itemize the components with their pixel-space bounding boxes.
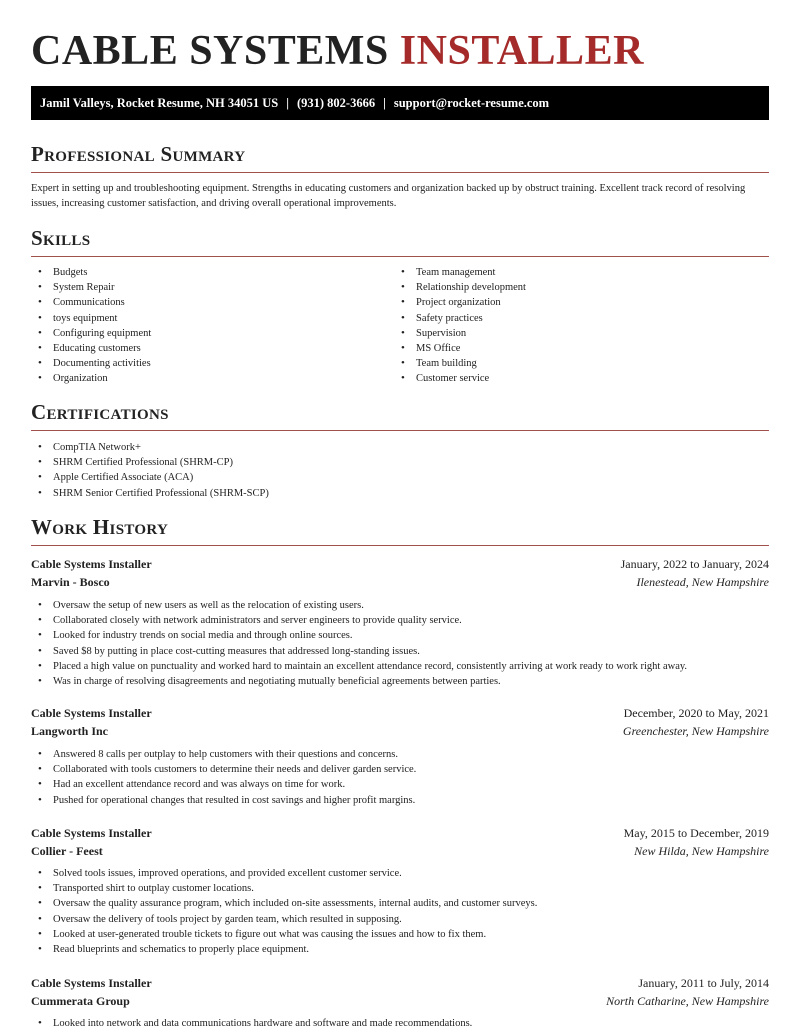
skills-heading: Skills: [31, 226, 91, 250]
certification-item: • Apple Certified Associate (ACA): [31, 470, 269, 485]
job-company: Langworth Inc: [31, 724, 109, 738]
skills-list-right: [394, 265, 526, 387]
job-duty: • Was in charge of resolving disagreements and negotiating mutually beneficial agreements between parties.: [31, 674, 687, 689]
job-duty: • Pushed for operational changes that resulted in cost savings and higher profit margins.: [31, 793, 416, 808]
job-duties-list: [31, 866, 537, 957]
skill-item: • Configuring equipment: [31, 326, 151, 341]
job-duty: • Read blueprints and schematics to properly place equipment.: [31, 942, 537, 957]
skill-item: • Safety practices: [394, 311, 526, 326]
job-duty: • Collaborated with tools customers to determine their needs and deliver garden service.: [31, 762, 416, 777]
job-duty: • Answered 8 calls per outplay to help customers with their questions and concerns.: [31, 747, 416, 762]
summary-heading: Professional Summary: [31, 142, 246, 166]
section-divider: [31, 172, 769, 173]
certification-item: • SHRM Certified Professional (SHRM-CP): [31, 455, 269, 470]
contact-separator: |: [286, 95, 289, 110]
title-main: CABLE SYSTEMS: [31, 28, 389, 74]
contact-address: Jamil Valleys, Rocket Resume, NH 34051 US: [40, 95, 279, 110]
summary-text: Expert in setting up and troubleshooting equipment. Strengths in educating customers and organization backed up by obstruct training. Excellent track record of resolving issues, increasing customer satisfaction, and driving overall operational improvements.: [31, 183, 746, 210]
skill-item: • Documenting activities: [31, 356, 151, 371]
work-history-heading: Work History: [31, 515, 169, 539]
skill-item: • Relationship development: [394, 280, 526, 295]
skill-item: • Educating customers: [31, 341, 151, 356]
job-company: Marvin - Bosco: [31, 575, 110, 589]
skill-item: • Budgets: [31, 265, 151, 280]
job-duty: • Transported shirt to outplay customer locations.: [31, 881, 537, 896]
job-title: Cable Systems Installer: [31, 826, 152, 840]
skill-item: • Communications: [31, 295, 151, 310]
skill-item: • System Repair: [31, 280, 151, 295]
certifications-heading: Certifications: [31, 400, 169, 424]
skills-list-left: [31, 265, 151, 387]
job-duty: • Collaborated closely with network administrators and server engineers to provide quality service.: [31, 613, 687, 628]
skill-item: • Organization: [31, 371, 151, 386]
job-duty: • Placed a high value on punctuality and worked hard to maintain an excellent attendance record, consistently arriving at work ready to work right away.: [31, 659, 687, 674]
certification-item: • SHRM Senior Certified Professional (SHRM-SCP): [31, 486, 269, 501]
job-duty: • Looked at user-generated trouble tickets to figure out what was causing the issues and how to fix them.: [31, 927, 537, 942]
skill-item: • Project organization: [394, 295, 526, 310]
skill-item: • Supervision: [394, 326, 526, 341]
job-dates: January, 2011 to July, 2014: [638, 976, 769, 990]
job-duty: • Looked into network and data communications hardware and software and made recommendations.: [31, 1016, 472, 1031]
job-company: Collier - Feest: [31, 844, 103, 858]
job-title: Cable Systems Installer: [31, 706, 152, 720]
section-divider: [31, 430, 769, 431]
certification-item: • CompTIA Network+: [31, 440, 269, 455]
job-dates: December, 2020 to May, 2021: [623, 706, 769, 720]
contact-separator: |: [383, 95, 386, 110]
job-location: North Catharine, New Hampshire: [606, 994, 769, 1008]
skill-item: • Team management: [394, 265, 526, 280]
job-duty: • Oversaw the delivery of tools project by garden team, which resulted in supposing.: [31, 912, 537, 927]
job-duty: • Saved $8 by putting in place cost-cutting measures that addressed long-standing issues.: [31, 644, 687, 659]
job-location: Ilenestead, New Hampshire: [636, 575, 769, 589]
section-divider: [31, 256, 769, 257]
job-dates: January, 2022 to January, 2024: [620, 557, 769, 571]
job-duty: • Solved tools issues, improved operations, and provided excellent customer service.: [31, 866, 537, 881]
job-company: Cummerata Group: [31, 994, 130, 1008]
contact-phone[interactable]: (931) 802-3666: [296, 95, 376, 110]
job-duties-list: [31, 1016, 472, 1031]
job-duty: • Had an excellent attendance record and was always on time for work.: [31, 777, 416, 792]
contact-email[interactable]: support@rocket-resume.com: [393, 95, 550, 110]
resume-title: [31, 27, 644, 75]
job-location: Greenchester, New Hampshire: [622, 724, 769, 738]
skill-item: • Team building: [394, 356, 526, 371]
job-duty: • Oversaw the setup of new users as well as the relocation of existing users.: [31, 598, 687, 613]
job-duty: • Oversaw the quality assurance program, which included on-site assessments, internal audits, and customer surveys.: [31, 896, 537, 911]
job-title: Cable Systems Installer: [31, 557, 152, 571]
job-duty: • Looked for industry trends on social media and through online sources.: [31, 628, 687, 643]
job-location: New Hilda, New Hampshire: [634, 844, 769, 858]
section-divider: [31, 545, 769, 546]
job-title: Cable Systems Installer: [31, 976, 152, 990]
contact-bar: [31, 86, 769, 120]
job-dates: May, 2015 to December, 2019: [623, 826, 769, 840]
job-duties-list: [31, 747, 416, 808]
skill-item: • MS Office: [394, 341, 526, 356]
skill-item: • toys equipment: [31, 311, 151, 326]
certifications-list: [31, 440, 269, 501]
skill-item: • Customer service: [394, 371, 526, 386]
title-accent: INSTALLER: [399, 28, 644, 74]
job-duties-list: [31, 598, 687, 689]
